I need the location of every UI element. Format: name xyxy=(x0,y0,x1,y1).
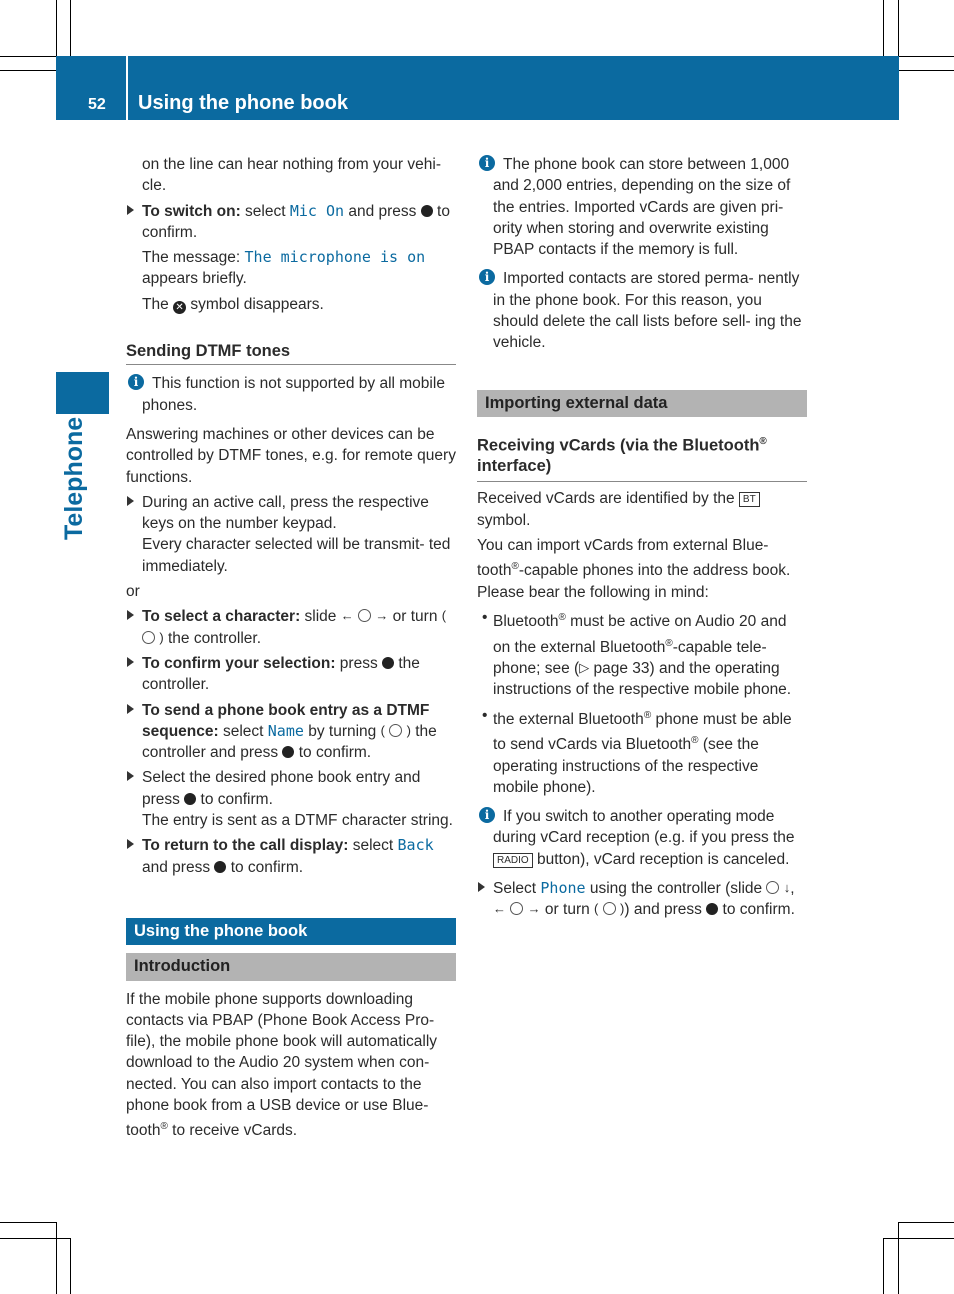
crop-mark xyxy=(70,1238,71,1294)
controller-icon xyxy=(358,609,371,622)
info-note: i This function is not supported by all mobile phones. xyxy=(126,373,456,416)
step-item: During an active call, press the respective keys on the number keypad. Every character selected will be transmit- ted immediately. xyxy=(126,492,456,577)
section-heading: Sending DTMF tones xyxy=(126,341,456,365)
controller-press-icon xyxy=(184,793,196,805)
turn-right-icon: ) xyxy=(620,901,625,917)
crop-mark xyxy=(56,1222,57,1294)
or-text: or xyxy=(126,583,140,601)
paragraph: If the mobile phone supports downloading contacts via PBAP (Phone Book Access Pro- file), the mobile phone book will automatically download to the Audio 20 system when con- nected. You can also import contacts to the phone book from a USB device or use Blue- tooth® to receive vCards. xyxy=(126,990,438,1140)
left-column xyxy=(126,154,456,1146)
crop-mark xyxy=(898,56,954,57)
turn-left-icon: ( xyxy=(380,722,385,738)
side-label: Telephone xyxy=(60,416,88,540)
step-arrow-icon xyxy=(127,205,134,215)
paragraph: You can import vCards from external Blue- tooth®-capable phones into the address book. Please bear the following in mind: xyxy=(477,537,791,601)
slide-left-icon: ← xyxy=(340,608,354,624)
page-header xyxy=(56,56,899,120)
step-arrow-icon xyxy=(127,839,134,849)
page-title: Using the phone book xyxy=(138,92,348,114)
step-item: Select Phone using the controller (slide ↓, ← → or turn ( )) and press to confirm. xyxy=(477,878,807,921)
controller-icon xyxy=(142,631,155,644)
info-note: i Imported contacts are stored perma- nently in the phone book. For this reason, you should delete the call lists before sell- ing the vehicle. xyxy=(477,268,807,353)
step-arrow-icon xyxy=(127,496,134,506)
crop-mark xyxy=(898,1222,954,1223)
controller-press-icon xyxy=(214,861,226,873)
step-switch-on: To switch on: select Mic On and press to confirm. xyxy=(126,201,456,244)
info-icon: i xyxy=(479,155,495,171)
crop-mark xyxy=(0,56,56,57)
turn-left-icon: ( xyxy=(594,901,599,917)
step-arrow-icon xyxy=(127,610,134,620)
controller-icon xyxy=(389,724,402,737)
step-item: To return to the call display: select Back and press to confirm. xyxy=(126,835,456,878)
turn-right-icon: ) xyxy=(159,629,164,645)
info-icon: i xyxy=(479,807,495,823)
paragraph: Answering machines or other devices can be controlled by DTMF tones, e.g. for remote query functions. xyxy=(126,425,456,486)
step-item: To select a character: slide ← → or turn ( ) the controller. xyxy=(126,606,456,649)
crop-mark xyxy=(56,0,57,56)
bullet-dot-icon: • xyxy=(482,609,488,627)
slide-right-icon: → xyxy=(375,608,389,624)
crop-mark xyxy=(898,1222,899,1294)
step-arrow-icon xyxy=(127,771,134,781)
crop-mark xyxy=(0,70,56,71)
crop-mark xyxy=(0,1222,56,1223)
section-heading: Receiving vCards (via the Bluetooth® interface) xyxy=(477,431,807,483)
section-bar-gray: Importing external data xyxy=(477,390,807,417)
info-icon: i xyxy=(479,269,495,285)
crop-mark xyxy=(883,0,884,56)
controller-press-icon xyxy=(282,746,294,758)
paragraph: The ✕ symbol disappears. xyxy=(142,295,324,313)
crop-mark xyxy=(898,70,954,71)
crop-mark xyxy=(898,0,899,56)
crop-mark xyxy=(883,1238,884,1294)
controller-icon xyxy=(603,902,616,915)
controller-icon xyxy=(766,881,779,894)
paragraph: Received vCards are identified by the BT symbol. xyxy=(477,488,807,531)
bluetooth-vcard-icon: BT xyxy=(739,492,760,507)
page-ref-arrow-icon: ▷ xyxy=(579,660,590,676)
radio-button-icon: RADIO xyxy=(493,853,533,868)
controller-press-icon xyxy=(706,903,718,915)
header-divider xyxy=(126,56,128,120)
info-note: i The phone book can store between 1,000 and 2,000 entries, depending on the size of the entries. Imported vCards are given pri- ority when storing and overwrite existing PBAP contacts if the memory is full. xyxy=(477,154,807,260)
slide-left-icon: ← xyxy=(493,901,506,917)
step-arrow-icon xyxy=(127,704,134,714)
slide-down-icon: ↓ xyxy=(783,880,791,895)
step-item: To confirm your selection: press the controller. xyxy=(126,653,456,696)
controller-icon xyxy=(510,902,523,915)
step-arrow-icon xyxy=(127,657,134,667)
crop-mark xyxy=(70,0,71,56)
bullet-item: • the external Bluetooth® phone must be able to send vCards via Bluetooth® (see the operating instructions of the respective mobile phone). xyxy=(482,706,792,796)
step-arrow-icon xyxy=(478,882,485,892)
step-item: Select the desired phone book entry and press to confirm. The entry is sent as a DTMF character string. xyxy=(126,767,456,831)
paragraph: on the line can hear nothing from your vehi- cle. xyxy=(142,156,441,195)
controller-press-icon xyxy=(421,205,433,217)
side-tab xyxy=(56,372,109,414)
crop-mark xyxy=(883,1238,954,1239)
bullet-item: • Bluetooth® must be active on Audio 20 and on the external Bluetooth®-capable tele- phone; see (▷ page 33) and the operating instructions of the respective mobile phone. xyxy=(482,609,792,699)
step-item: To send a phone book entry as a DTMF sequence: select Name by turning ( ) the controller and press to confirm. xyxy=(126,700,456,764)
turn-right-icon: ) xyxy=(406,722,411,738)
section-bar-blue: Using the phone book xyxy=(126,918,456,945)
turn-left-icon: ( xyxy=(441,608,447,624)
controller-press-icon xyxy=(382,657,394,669)
right-column xyxy=(477,154,807,925)
bullet-dot-icon: • xyxy=(482,706,488,724)
mic-off-icon: ✕ xyxy=(173,301,186,314)
info-note: i If you switch to another operating mode during vCard reception (e.g. if you press the RADIO button), vCard reception is canceled. xyxy=(477,806,807,870)
page-number: 52 xyxy=(88,96,106,113)
slide-right-icon: → xyxy=(527,901,541,917)
section-bar-gray: Introduction xyxy=(126,953,456,980)
info-icon: i xyxy=(128,374,144,390)
crop-mark xyxy=(0,1238,70,1239)
paragraph: The message: The microphone is on appears briefly. xyxy=(142,248,426,288)
